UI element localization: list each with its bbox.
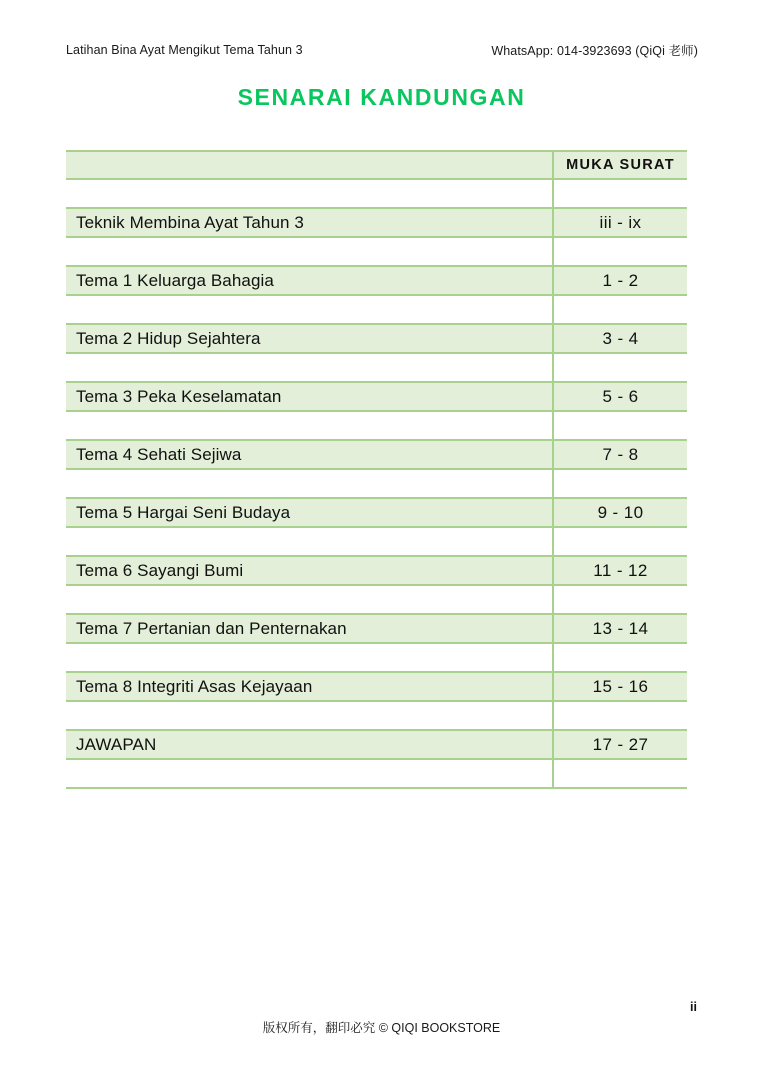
toc-spacer-page-cell: [553, 759, 687, 788]
toc-entry-page: 13 - 14: [553, 614, 687, 643]
toc-spacer-row: [66, 295, 687, 324]
toc-entry-row[interactable]: [66, 266, 687, 295]
toc-entry-title: Tema 6 Sayangi Bumi: [66, 556, 553, 585]
toc-entry-page: 5 - 6: [553, 382, 687, 411]
table-of-contents: [66, 150, 687, 789]
toc-spacer-page-cell: [553, 237, 687, 266]
toc-spacer-title-cell: [66, 353, 553, 382]
toc-entry-page: 15 - 16: [553, 672, 687, 701]
running-header-title: Latihan Bina Ayat Mengikut Tema Tahun 3: [66, 43, 303, 57]
toc-spacer-page-cell: [553, 411, 687, 440]
toc-entry-title: Tema 5 Hargai Seni Budaya: [66, 498, 553, 527]
toc-spacer-title-cell: [66, 643, 553, 672]
toc-header-title-cell: [66, 151, 553, 179]
toc-spacer-page-cell: [553, 643, 687, 672]
toc-entry-row[interactable]: [66, 382, 687, 411]
toc-entry-row[interactable]: [66, 440, 687, 469]
toc-spacer-page-cell: [553, 469, 687, 498]
toc-spacer-row: [66, 469, 687, 498]
toc-entry-page: 9 - 10: [553, 498, 687, 527]
page-number: ii: [690, 1000, 697, 1014]
toc-entry-page: 3 - 4: [553, 324, 687, 353]
copyright-footer: 版权所有，翻印必究 © QIQI BOOKSTORE: [262, 1021, 501, 1035]
toc-spacer-title-cell: [66, 179, 553, 208]
toc-header-page-cell: MUKA SURAT: [553, 151, 687, 179]
toc-entry-title: Tema 2 Hidup Sejahtera: [66, 324, 553, 353]
toc-closing-row: [66, 759, 687, 788]
toc-spacer-row: [66, 237, 687, 266]
toc-spacer-title-cell: [66, 295, 553, 324]
toc-spacer-row: [66, 179, 687, 208]
toc-entry-page: 11 - 12: [553, 556, 687, 585]
toc-spacer-row: [66, 411, 687, 440]
toc-entry-page: 7 - 8: [553, 440, 687, 469]
toc-entry-title: Tema 3 Peka Keselamatan: [66, 382, 553, 411]
toc-entry-title: JAWAPAN: [66, 730, 553, 759]
toc-spacer-row: [66, 701, 687, 730]
toc-spacer-page-cell: [553, 295, 687, 324]
toc-spacer-row: [66, 527, 687, 556]
toc-entry-page: 17 - 27: [553, 730, 687, 759]
toc-spacer-title-cell: [66, 759, 553, 788]
toc-spacer-title-cell: [66, 469, 553, 498]
toc-entry-page: 1 - 2: [553, 266, 687, 295]
toc-spacer-row: [66, 643, 687, 672]
toc-entry-title: Tema 1 Keluarga Bahagia: [66, 266, 553, 295]
toc-spacer-title-cell: [66, 701, 553, 730]
toc-entry-title: Tema 4 Sehati Sejiwa: [66, 440, 553, 469]
toc-entry-row[interactable]: [66, 614, 687, 643]
running-header: [66, 40, 698, 60]
toc-entry-title: Teknik Membina Ayat Tahun 3: [66, 208, 553, 237]
toc-spacer-title-cell: [66, 237, 553, 266]
toc-entry-title: Tema 8 Integriti Asas Kejayaan: [66, 672, 553, 701]
toc-spacer-page-cell: [553, 527, 687, 556]
toc-spacer-row: [66, 353, 687, 382]
toc-entry-row[interactable]: [66, 324, 687, 353]
toc-entry-title: Tema 7 Pertanian dan Penternakan: [66, 614, 553, 643]
page-title: SENARAI KANDUNGAN: [237, 84, 526, 110]
toc-spacer-title-cell: [66, 585, 553, 614]
toc-entry-row[interactable]: [66, 730, 687, 759]
toc-entry-row[interactable]: [66, 208, 687, 237]
toc-spacer-page-cell: [553, 179, 687, 208]
toc-body: [66, 151, 687, 788]
toc-spacer-row: [66, 585, 687, 614]
running-header-contact: WhatsApp: 014-3923693 (QiQi 老师): [491, 44, 698, 58]
toc-entry-row[interactable]: [66, 672, 687, 701]
toc-spacer-page-cell: [553, 585, 687, 614]
toc-spacer-page-cell: [553, 353, 687, 382]
toc-entry-page: iii - ix: [553, 208, 687, 237]
toc-spacer-title-cell: [66, 527, 553, 556]
toc-entry-row[interactable]: [66, 498, 687, 527]
toc-spacer-page-cell: [553, 701, 687, 730]
toc-spacer-title-cell: [66, 411, 553, 440]
toc-header-row: [66, 151, 687, 179]
toc-entry-row[interactable]: [66, 556, 687, 585]
